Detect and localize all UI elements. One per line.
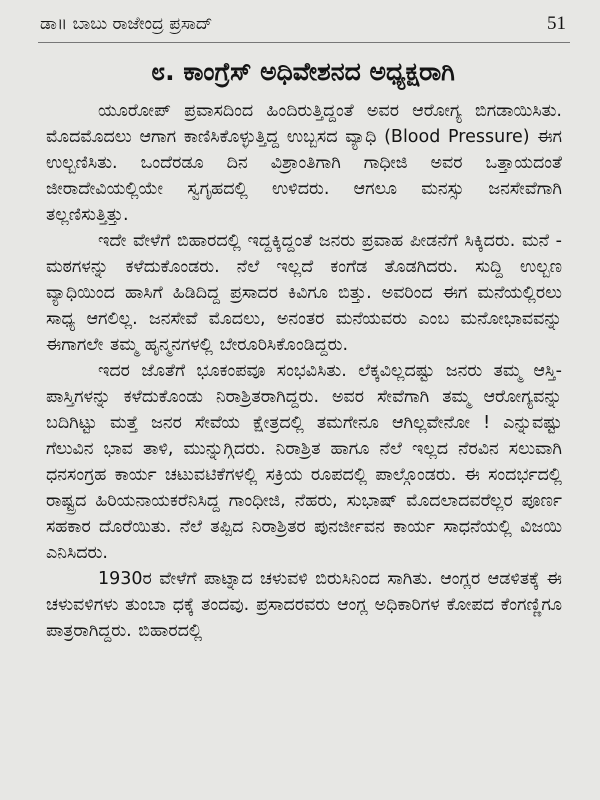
paragraph-1: ಯೂರೋಪ್ ಪ್ರವಾಸದಿಂದ ಹಿಂದಿರುತ್ತಿದ್ದಂತೆ ಅವರ ಆರೋಗ್ಯ ಬಿಗಡಾಯಿಸಿತು. ಮೊದಮೊದಲು ಆಗಾಗ ಕಾಣಿಸಿಕೊಳ್ಳುತ್ತಿದ್ದ ಉಬ್ಬಸದ ವ್ಯಾಧಿ (Blood Pressure) ಈಗ ಉಲ್ಬಣಿಸಿತು. ಒಂದೆರಡೂ ದಿನ ವಿಶ್ರಾಂತಿಗಾಗಿ ಗಾಧೀಜಿ ಅವರ ಒತ್ತಾಯದಂತೆ ಜೀರಾದೇವಿಯಲ್ಲಿಯೇ ಸ್ವಗೃಹದಲ್ಲಿ ಉಳಿದರು. ಆಗಲೂ ಮನಸ್ಸು ಜನಸೇವೆಗಾಗಿ ತಲ್ಲಣಿಸುತ್ತಿತ್ತು.	[46, 101, 562, 225]
running-header	[40, 8, 566, 40]
body-text	[46, 98, 562, 644]
running-title: ಡಾ॥ ಬಾಬು ರಾಜೇಂದ್ರ ಪ್ರಸಾದ್	[40, 14, 213, 34]
header-divider	[38, 42, 570, 43]
chapter-title: ೮. ಕಾಂಗ್ರೆಸ್ ಅಧಿವೇಶನದ ಅಧ್ಯಕ್ಷರಾಗಿ	[151, 57, 455, 86]
paragraph-2: ಇದೇ ವೇಳೆಗೆ ಬಿಹಾರದಲ್ಲಿ ಇದ್ದಕ್ಕಿದ್ದಂತೆ ಜನರು ಪ್ರವಾಹ ಪೀಡನೆಗೆ ಸಿಕ್ಕಿದರು. ಮನೆ - ಮಠಗಳನ್ನು ಕಳೆದುಕೊಂಡರು. ನೆಲೆ ಇಲ್ಲದೆ ಕಂಗೆಡ ತೊಡಗಿದರು. ಸುದ್ದಿ ಉಲ್ಬಣ ವ್ಯಾಧಿಯಿಂದ ಹಾಸಿಗೆ ಹಿಡಿದಿದ್ದ ಪ್ರಸಾದರ ಕಿವಿಗೂ ಬಿತ್ತು. ಅವರಿಂದ ಈಗ ಮನೆಯಲ್ಲಿರಲು ಸಾಧ್ಯ ಆಗಲಿಲ್ಲ. ಜನಸೇವೆ ಮೊದಲು, ಅನಂತರ ಮನೆಯವರು ಎಂಬ ಮನೋಭಾವವನ್ನು ಈಗಾಗಲೇ ತಮ್ಮ ಹೃನ್ಮನಗಳಲ್ಲಿ ಬೇರೂರಿಸಿಕೊಂಡಿದ್ದರು.	[46, 231, 562, 355]
paragraph-3: ಇದರ ಜೊತೆಗೆ ಭೂಕಂಪವೂ ಸಂಭವಿಸಿತು. ಲೆಕ್ಕವಿಲ್ಲದಷ್ಟು ಜನರು ತಮ್ಮ ಆಸ್ತಿ-ಪಾಸ್ತಿಗಳನ್ನು ಕಳೆದುಕೊಂಡು ನಿರಾಶ್ರಿತರಾಗಿದ್ದರು. ಅವರ ಸೇವೆಗಾಗಿ ತಮ್ಮ ಆರೋಗ್ಯವನ್ನು ಬದಿಗಿಟ್ಟು ಮತ್ತೆ ಜನರ ಸೇವೆಯ ಕ್ಷೇತ್ರದಲ್ಲಿ ತಮಗೇನೂ ಆಗಿಲ್ಲವೇನೋ ! ಎನ್ನುವಷ್ಟು ಗೆಲುವಿನ ಭಾವ ತಾಳಿ, ಮುನ್ನುಗ್ಗಿದರು. ನಿರಾಶ್ರಿತ ಹಾಗೂ ನೆಲೆ ಇಲ್ಲದ ನೆರವಿನ ಸಲುವಾಗಿ ಧನಸಂಗ್ರಹ ಕಾರ್ಯ ಚಟುವಟಿಕೆಗಳಲ್ಲಿ ಸಕ್ರಿಯ ರೂಪದಲ್ಲಿ ಪಾಲ್ಗೊಂಡರು. ಈ ಸಂದರ್ಭದಲ್ಲಿ ರಾಷ್ಟ್ರದ ಹಿರಿಯನಾಯಕರೆನಿಸಿದ್ದ ಗಾಂಧೀಜಿ, ನೆಹರು, ಸುಭಾಷ್ ಮೊದಲಾದವರೆಲ್ಲರ ಪೂರ್ಣ ಸಹಕಾರ ದೊರೆಯಿತು. ನೆಲೆ ತಪ್ಪಿದ ನಿರಾಶ್ರಿತರ ಪುನರ್ಜೀವನ ಕಾರ್ಯ ಸಾಧನೆಯಲ್ಲಿ ವಿಜಯಿ ಎನಿಸಿದರು.	[46, 361, 562, 563]
page-number: 51	[547, 13, 566, 34]
paragraph-4: 1930ರ ವೇಳೆಗೆ ಪಾಟ್ನಾದ ಚಳುವಳಿ ಬಿರುಸಿನಿಂದ ಸಾಗಿತು. ಆಂಗ್ಲರ ಆಡಳಿತಕ್ಕೆ ಈ ಚಳುವಳಿಗಳು ತುಂಬಾ ಧಕ್ಕೆ ತಂದವು. ಪ್ರಸಾದರವರು ಆಂಗ್ಲ ಅಧಿಕಾರಿಗಳ ಕೋಪದ ಕೆಂಗಣ್ಣಿಗೂ ಪಾತ್ರರಾಗಿದ್ದರು. ಬಿಹಾರದಲ್ಲಿ	[46, 569, 562, 641]
